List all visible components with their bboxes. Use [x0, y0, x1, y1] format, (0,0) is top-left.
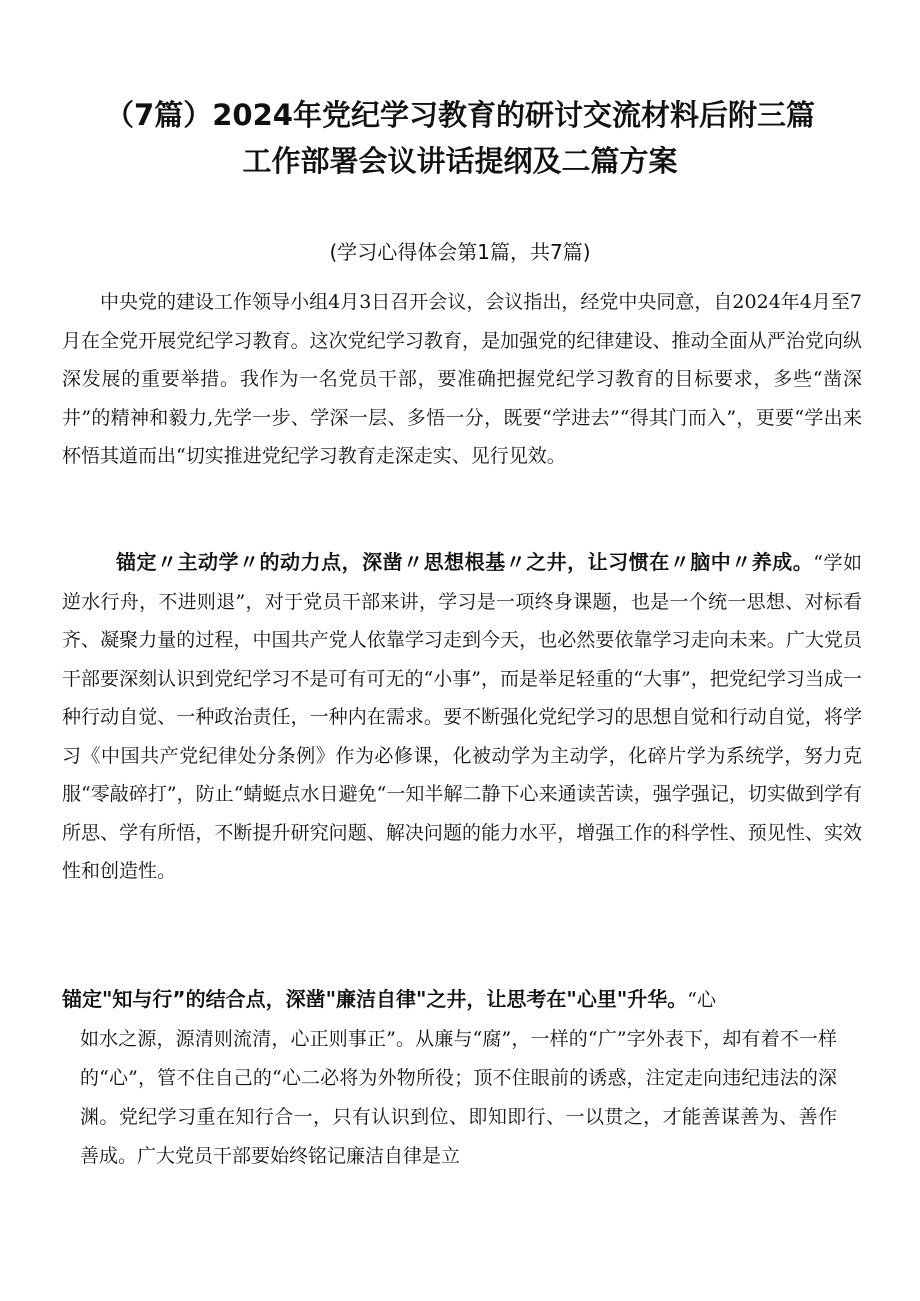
section-1-heading: 锚定〃主动学〃的动力点，深凿〃思想根基〃之井，让习惯在〃脑中〃养成。	[116, 550, 814, 574]
paragraph-intro: 中央党的建设工作领导小组4月3日召开会议，会议指出，经党中央同意，自2024年4月至7月在全党开展党纪学习教育。这次党纪学习教育，是加强党的纪律建设、推动全面从严治党向纵深发展的重要举措。我作为一名党员干部，要准确把握党纪学习教育的目标要求，多些“凿深井”的精神和毅力,先学一步、学深一层、多悟一分，既要“学进去”“得其门而入”，更要“学出来杯悟其道而出“切实推进党纪学习教育走深走实、见行见效。	[62, 291, 862, 467]
section-1-body: “学如逆水行舟，不进则退”，对于党员干部来讲，学习是一项终身课题，也是一个统一思想、对标看齐、凝聚力量的过程，中国共产党人依靠学习走到今天，也必然要依靠学习走向未来。广大党员干部要深刻认识到党纪学习不是可有可无的“小事”，而是举足轻重的“大事”，把党纪学习当成一种行动自觉、一种政治责任，一种内在需求。要不断强化党纪学习的思想自觉和行动自觉，将学习《中国共产党纪律处分条例》作为必修课，化被动学为主动学，化碎片学为系统学，努力克服“零敲碎打”，防止“蜻蜓点水日避免“一知半解二静下心来通读苦读，强学强记，切实做到学有所思、学有所悟，不断提升研究问题、解决问题的能力水平，增强工作的科学性、预见性、实效性和创造性。	[62, 552, 862, 882]
section-2-first: “心	[687, 989, 716, 1011]
document-title	[60, 92, 860, 184]
document-subtitle: (学习心得体会第1篇，共7篇)	[329, 240, 591, 264]
paragraph-section-1	[62, 543, 862, 891]
paragraph-section-2	[62, 980, 837, 1176]
title-line-2: 工作部署会议讲话提纲及二篇方案	[242, 144, 678, 178]
section-2-heading: 锚定"知与行”的结合点，深凿"廉洁自律"之井，让思考在"心里"升华。	[62, 987, 688, 1011]
section-2-body: 如水之源，源清则流清，心正则事正”。从廉与“腐”，一样的“广”字外表下，却有着不一样的“心”，管不住自己的“心二必将为外物所役；顶不住眼前的诱惑，注定走向违纪违法的深渊。党纪学习重在知行合一，只有认识到位、即知即行、一以贯之，才能善谋善为、善作善成。广大党员干部要始终铭记廉洁自律是立	[80, 1028, 837, 1167]
title-line-1: （7篇）2024年党纪学习教育的研讨交流材料后附三篇	[105, 98, 815, 132]
